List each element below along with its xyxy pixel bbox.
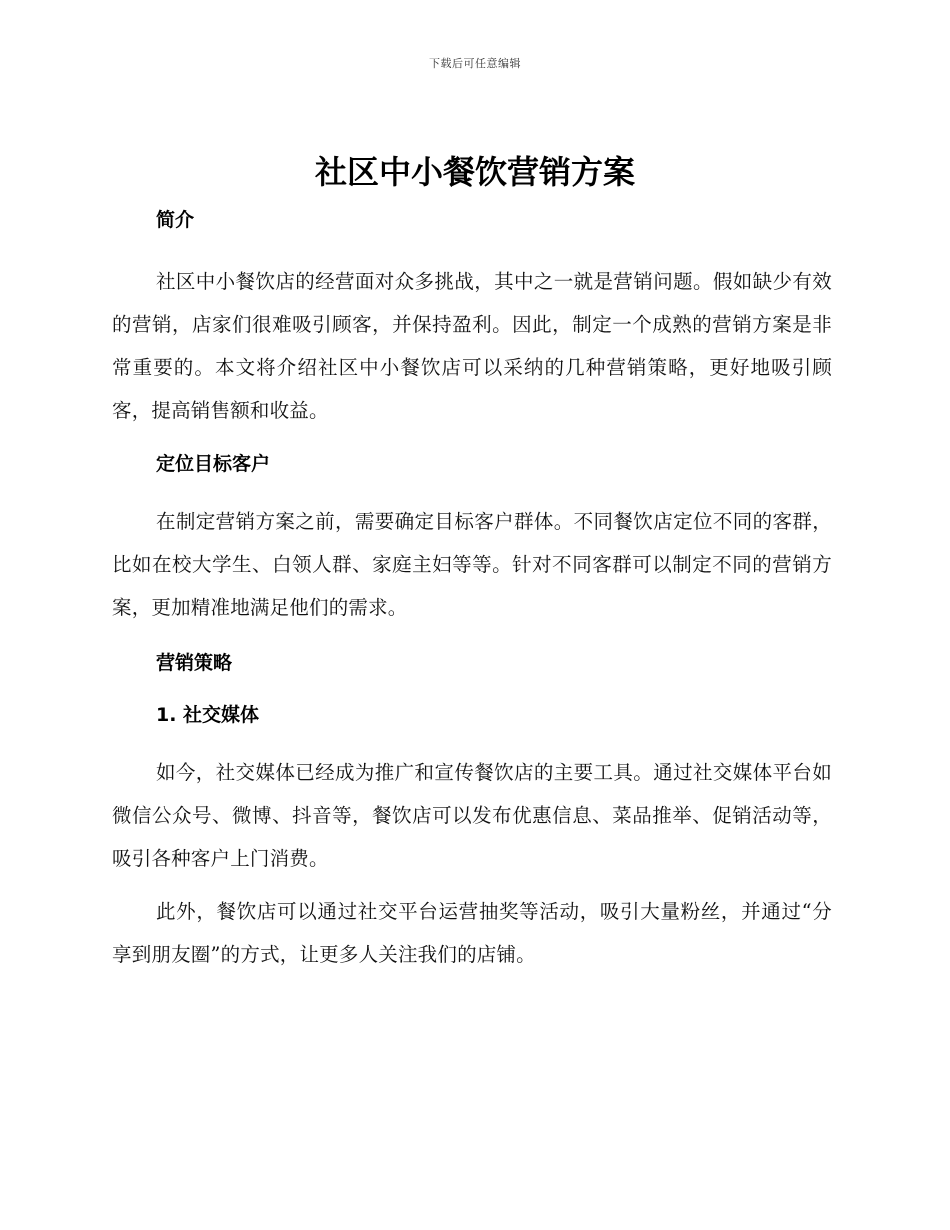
paragraph-social-media-2: 此外，餐饮店可以通过社交平台运营抽奖等活动，吸引大量粉丝，并通过“分享到朋友圈”的方式，让更多人关注我们的店铺。 [112,900,832,966]
section-heading-marketing-strategy: 营销策略 [156,652,233,674]
section-heading-target-customers: 定位目标客户 [156,453,271,475]
subsection-heading-social-media: 1. 社交媒体 [156,704,260,726]
section-heading-intro: 简介 [156,209,195,231]
paragraph-intro: 社区中小餐饮店的经营面对众多挑战，其中之一就是营销问题。假如缺少有效的营销，店家们很难吸引顾客，并保持盈利。因此，制定一个成熟的营销方案是非常重要的。本文将介绍社区中小餐饮店可以采纳的几种营销策略，更好地吸引顾客，提高销售额和收益。 [112,270,832,422]
document-title: 社区中小餐饮营销方案 [314,153,635,191]
paragraph-target-customers: 在制定营销方案之前，需要确定目标客户群体。不同餐饮店定位不同的客群，比如在校大学生、白领人群、家庭主妇等等。针对不同客群可以制定不同的营销方案，更加精准地满足他们的需求。 [112,510,832,619]
document-body [112,204,832,976]
paragraph-social-media-1: 如今，社交媒体已经成为推广和宣传餐饮店的主要工具。通过社交媒体平台如微信公众号、微博、抖音等，餐饮店可以发布优惠信息、菜品推举、促销活动等，吸引各种客户上门消费。 [112,761,832,870]
page-header-note: 下载后可任意编辑 [429,57,521,70]
